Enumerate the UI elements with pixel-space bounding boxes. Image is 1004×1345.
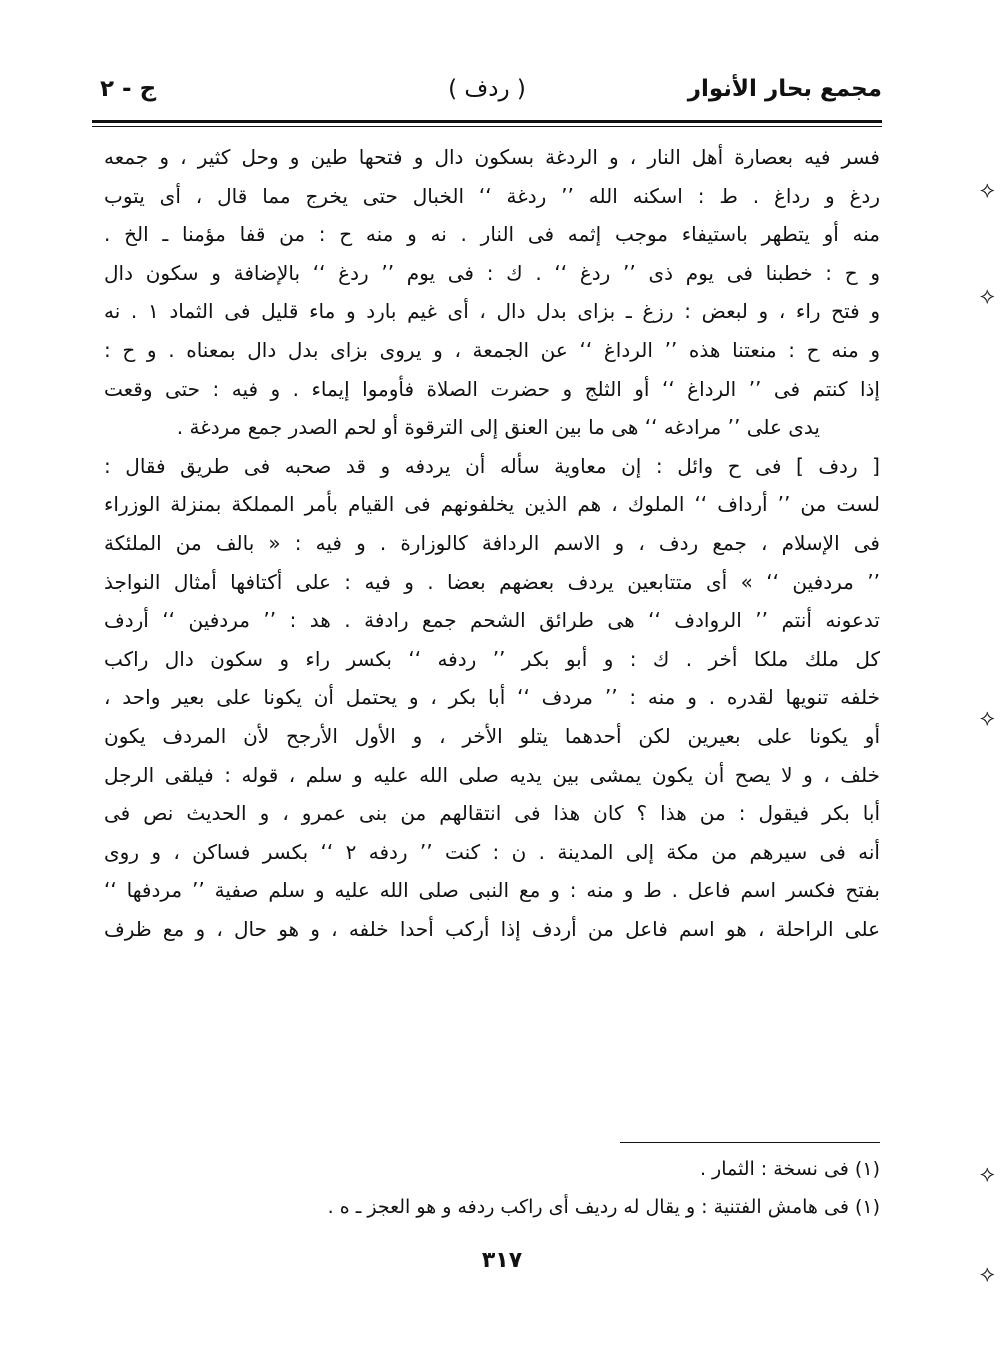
text-line: خلف ، و لا يصح أن يكون يمشى بين يديه صلى الله عليه و سلم ، قوله : فيلقى الرجل (104, 762, 880, 787)
footnotes (104, 1150, 880, 1226)
margin-mark-icon: ⟡ (980, 706, 995, 731)
text-line: أبا بكر فيقول : من هذا ؟ كان هذا فى انتقالهم من بنى عمرو ، و الحديث نص فى (104, 801, 880, 826)
volume-number: ج - ٢ (100, 76, 157, 102)
text-line: كل ملك ملكا أخر . ك : و أبو بكر ’’ ردفه ‘‘ بكسر راء و سكون دال راكب (104, 646, 880, 671)
margin-mark-icon: ⟡ (980, 1262, 995, 1287)
footnote: (١) فى نسخة : الثمار . (699, 1158, 880, 1180)
text-line: فسر فيه بعصارة أهل النار ، و الردغة بسكون دال و فتحها طين و وحل كثير ، و جمعه (104, 145, 880, 169)
running-header (92, 70, 882, 114)
text-line: على الراحلة ، هو اسم فاعل من أردف إذا أركب أحدا خلفه ، و هو حال ، و مع ظرف (104, 916, 880, 941)
text-line: و ح : خطبنا فى يوم ذى ’’ ردغ ‘‘ . ك : فى يوم ’’ ردغ ‘‘ بالإضافة و سكون دال (104, 260, 880, 285)
text-line: لست من ’’ أرداف ‘‘ الملوك ، هم الذين يخلفونهم فى القيام بأمر المملكة بمنزلة الوزراء (104, 492, 880, 517)
main-text (104, 138, 880, 948)
text-line: تدعونه أنتم ’’ الروادف ‘‘ هى طرائق الشحم جمع رادفة . هد : ’’ مردفين ‘‘ أردف (104, 608, 880, 633)
header-rule-thin (92, 126, 882, 127)
text-line: بفتح فكسر اسم فاعل . ط و منه : و مع النبى صلى الله عليه و سلم صفية ’’ مردفها ‘‘ (104, 878, 880, 903)
text-line: أو يكونا على بعيرين لكن أحدهما يتلو الأخر ، و الأول الأرجح لأن المردف يكون (104, 723, 880, 748)
footnote: (١) فى هامش الفتنية : و يقال له رديف أى راكب ردفه و هو العجز ـ ه . (327, 1196, 880, 1218)
text-line: خلفه تنويها لقدره . و منه : ’’ مردف ‘‘ أبا بكر ، و يحتمل أن يكونا على بعير واحد ، (104, 685, 880, 710)
margin-mark-icon: ⟡ (980, 178, 995, 203)
text-line: و منه ح : منعتنا هذه ’’ الرداغ ‘‘ عن الجمعة ، و يروى بزاى بدل دال بمعناه . و ح : (104, 337, 880, 362)
text-line: أنه فى سيرهم من مكة إلى المدينة . ن : كنت ’’ ردفه ٢ ‘‘ بكسر فساكن ، و روى (104, 839, 880, 864)
text-line: إذا كنتم فى ’’ الرداغ ‘‘ أو الثلج و حضرت الصلاة فأوموا إيماء . و فيه : حتى وقعت (104, 376, 880, 401)
text-line: [ ردف ] فى ح وائل : إن معاوية سأله أن يردفه و قد صحبه فى طريق فقال : (104, 453, 880, 478)
margin-mark-icon: ⟡ (980, 1162, 995, 1187)
footnote-separator (620, 1142, 880, 1143)
text-line: منه أو يتطهر باستيفاء موجب إثمه فى النار . نه و منه ح : من قفا مؤمنا ـ الخ . (104, 222, 880, 247)
text-line: فى الإسلام ، جمع ردف ، و الاسم الردافة كالوزارة . و فيه : « بالف من الملئكة (104, 530, 880, 555)
header-rule-thick (92, 120, 882, 123)
text-line: ’’ مردفين ‘‘ » أى متتابعين يردف بعضهم بعضا . و فيه : على أكتافها أمثال النواجذ (104, 569, 880, 594)
page-number: ٣١٧ (481, 1248, 523, 1273)
margin-mark-icon: ⟡ (980, 284, 995, 309)
book-title: مجمع بحار الأنوار (687, 76, 882, 102)
text-line: ردغ و رداغ . ط : اسكنه الله ’’ ردغة ‘‘ الخبال حتى يخرج مما قال ، أى يتوب (104, 183, 880, 208)
text-line: يدى على ’’ مرادغه ‘‘ هى ما بين العنق إلى الترقوة أو لحم الصدر جمع مردغة . (176, 415, 820, 440)
text-line: و فتح راء ، و لبعض : رزغ ـ بزاى بدل دال ، أى غيم بارد و ماء قليل فى الثماد ١ . نه (104, 299, 880, 324)
entry-topic: ( ردف ) (448, 76, 526, 102)
